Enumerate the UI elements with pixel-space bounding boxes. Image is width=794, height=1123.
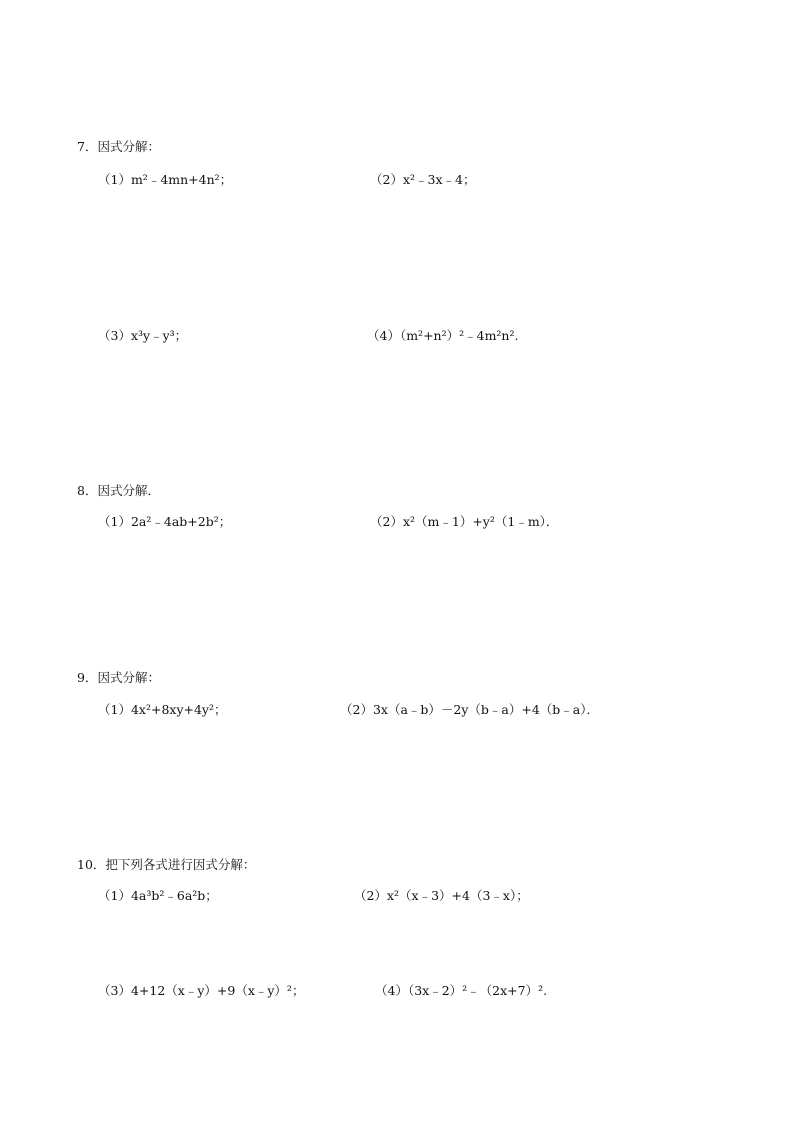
item-expression: x²（x﹣3）+4（3﹣x）； [386, 888, 529, 903]
item-number: （1） [98, 702, 131, 717]
question-7-title: 7．因式分解： [77, 139, 160, 154]
q7-item-2 [370, 172, 475, 188]
q7-item-3 [98, 328, 187, 344]
question-8-title: 8．因式分解． [77, 483, 160, 498]
item-number: （2） [340, 702, 373, 717]
q9-item-1 [98, 702, 227, 718]
q10-item-3 [98, 983, 304, 999]
item-expression: 3x（a﹣b）－2y（b﹣a）+4（b﹣a）． [372, 702, 600, 717]
item-number: （3） [98, 983, 131, 998]
item-expression: m²﹣4mn+4n²； [130, 172, 233, 187]
item-number: （2） [370, 514, 403, 529]
question-10-title: 10．把下列各式进行因式分解： [77, 857, 256, 872]
item-expression: x²（m﹣1）+y²（1﹣m）． [402, 514, 559, 529]
item-expression: （3x﹣2）²﹣（2x+7）². [407, 983, 548, 998]
item-expression: 4x²+8xy+4y²； [130, 702, 227, 717]
q7-item-1 [98, 172, 232, 188]
item-number: （1） [98, 172, 131, 187]
item-number: （2） [354, 888, 387, 903]
item-expression: 2a²﹣4ab+2b²； [130, 514, 232, 529]
item-number: （1） [98, 514, 131, 529]
item-expression: x²﹣3x﹣4； [402, 172, 476, 187]
q10-item-2 [354, 888, 529, 904]
q10-item-1 [98, 888, 218, 904]
q7-item-4 [367, 328, 518, 344]
item-expression: x³y﹣y³； [130, 328, 188, 343]
item-number: （4） [367, 328, 400, 343]
question-9-title: 9．因式分解： [77, 670, 160, 685]
q8-item-2 [370, 514, 558, 530]
q10-item-4 [375, 983, 547, 999]
item-number: （2） [370, 172, 403, 187]
q9-item-2 [340, 702, 599, 718]
item-expression: 4+12（x﹣y）+9（x﹣y）²； [130, 983, 305, 998]
item-expression: 4a³b²﹣6a²b； [130, 888, 218, 903]
q8-item-1 [98, 514, 231, 530]
item-expression: （m²+n²）²﹣4m²n². [399, 328, 519, 343]
item-number: （3） [98, 328, 131, 343]
item-number: （4） [375, 983, 408, 998]
item-number: （1） [98, 888, 131, 903]
